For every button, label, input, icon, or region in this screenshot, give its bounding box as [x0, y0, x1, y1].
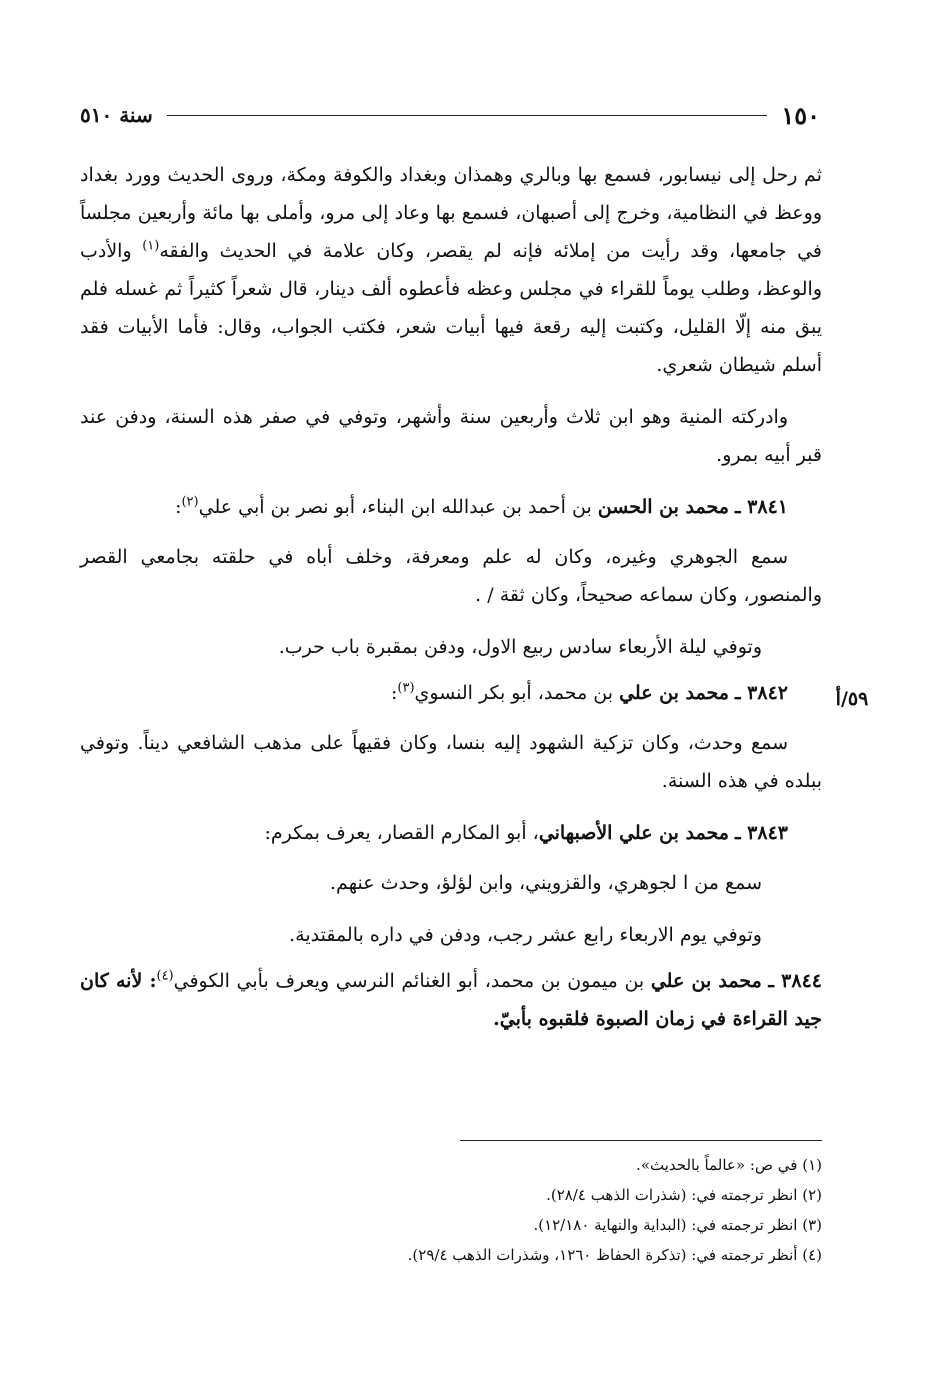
entry-lineage: بن ميمون بن محمد، أبو الغنائم النرسي ويعرف بأبي الكوفي	[173, 970, 651, 992]
footnote-ref-1: (١)	[142, 238, 160, 254]
entry-3843-text: سمع من ا لجوهري، والقزويني، وابن لؤلؤ، وحدث عنهم.	[330, 872, 762, 894]
page-body	[80, 156, 822, 1050]
entry-3843-death: وتوفي يوم الاربعاء رابع عشر رجب، ودفن في داره بالمقتدية.	[289, 924, 762, 946]
entry-colon: :	[175, 496, 182, 518]
entry-number: ٣٨٤١ ـ	[734, 496, 788, 518]
entry-lineage: ، أبو المكارم القصار، يعرف بمكرم:	[264, 822, 539, 844]
entry-number: ٣٨٤٤ ـ	[768, 970, 822, 992]
entry-3841-heading	[80, 488, 822, 526]
margin-folio-note: ٥٩/أ	[835, 688, 869, 710]
footnote-ref-3: (٣)	[397, 680, 415, 696]
footnote-4: (٤) أنظر ترجمته في: (تذكرة الحفاظ ١٢٦٠، وشذرات الذهب ٢٩/٤).	[407, 1246, 822, 1264]
entry-3844-heading	[80, 962, 822, 1038]
entry-note: : لأنه كان جيد القراءة في زمان الصبوة فلقبوه بأبيّ.	[80, 970, 822, 1030]
footnote-ref-2: (٢)	[181, 494, 199, 510]
paragraph-2: وادركته المنية وهو ابن ثلاث وأربعين سنة وأشهر، وتوفي في صفر هذه السنة، ودفن عند قبر أبيه بمرو.	[80, 406, 822, 466]
entry-name: محمد بن علي	[619, 682, 729, 704]
header-rule	[167, 115, 768, 116]
entry-3842-heading	[80, 674, 822, 712]
entry-number: ٣٨٤٣ ـ	[734, 822, 788, 844]
running-title: سنة ٥١٠	[80, 103, 153, 127]
page-header	[80, 98, 820, 132]
entry-3841-text: سمع الجوهري وغيره، وكان له علم ومعرفة، وخلف أباه في حلقته بجامعي القصر والمنصور، وكان سماعه صحيحاً، وكان ثقة / .	[80, 546, 822, 606]
footnote-2: (٢) انظر ترجمته في: (شذرات الذهب ٢٨/٤).	[546, 1186, 822, 1204]
paragraph-1-text: ثم رحل إلى نيسابور، فسمع بها وبالري وهمذان وبغداد والكوفة ومكة، وروى الحديث وورد بغداد ووعظ في النظامية، وخرج إلى أصبهان، فسمع بها وعاد إلى مرو، وأملى بها مائة وأربعين مجلساً في جامعها، وقد رأيت من إملائه فإنه لم يقصر، وكان علامة في الحديث والفقه	[80, 164, 822, 262]
entry-3841-death: وتوفي ليلة الأربعاء سادس ربيع الاول، ودفن بمقبرة باب حرب.	[278, 636, 762, 658]
footnote-ref-4: (٤)	[156, 968, 174, 984]
footnote-rule	[460, 1140, 822, 1141]
footnotes	[80, 1150, 822, 1270]
entry-name: محمد بن علي	[650, 970, 762, 992]
entry-name: محمد بن الحسن	[597, 496, 729, 518]
entry-colon: :	[390, 682, 398, 704]
entry-lineage: بن أحمد بن عبدالله ابن البناء، أبو نصر بن أبي علي	[198, 496, 598, 518]
paragraph-1-continued: والأدب والوعظ، وطلب يوماً للقراء في مجلس وعظه فأعطوه ألف دينار، قال شعراً كثيراً ثم غسله فلم يبق منه إلّا القليل، وكتبت إليه رقعة فيها أبيات شعر، فكتب الجواب، وقال: فأما الأبيات فقد أسلم شيطان شعري.	[80, 240, 822, 376]
entry-3842-text: سمع وحدث، وكان تزكية الشهود إليه بنسا، وكان فقيهاً على مذهب الشافعي ديناً. وتوفي ببلده في هذه السنة.	[80, 732, 822, 792]
entry-lineage: بن محمد، أبو بكر النسوي	[414, 682, 620, 704]
footnote-1: (١) في ص: «عالماً بالحديث».	[636, 1156, 822, 1174]
entry-name: محمد بن علي الأصبهاني	[538, 822, 729, 844]
paragraph-1	[80, 156, 822, 384]
entry-3843-heading	[80, 814, 822, 852]
entry-number: ٣٨٤٢ ـ	[734, 682, 788, 704]
page-number: ١٥٠	[781, 100, 820, 130]
footnote-3: (٣) انظر ترجمته في: (البداية والنهاية ١٢/١٨٠).	[533, 1216, 822, 1234]
